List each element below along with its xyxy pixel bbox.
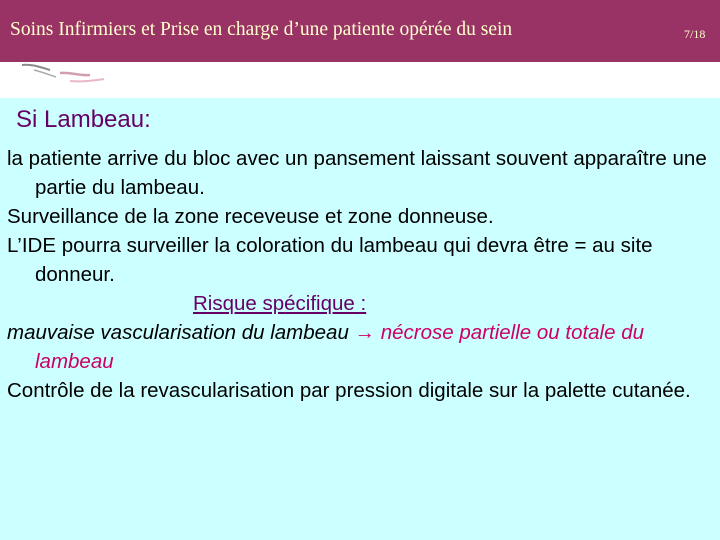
- paragraph-coloration: L’IDE pourra surveiller la coloration du lambeau qui devra être = au site donneur.: [7, 234, 653, 286]
- paragraph-pansement: la patiente arrive du bloc avec un pansement laissant souvent apparaître une partie du lambeau.: [7, 147, 707, 199]
- paragraph-risk: [7, 318, 717, 376]
- page-number: 7/18: [684, 27, 706, 41]
- risk-text: mauvaise vascularisation du lambeau: [7, 321, 355, 344]
- logo-swoosh-icon: [0, 62, 160, 98]
- risk-line: [7, 289, 717, 318]
- risk-label: Risque spécifique :: [193, 292, 367, 315]
- logo-image: [0, 62, 720, 98]
- section-heading: Si Lambeau:: [16, 106, 151, 133]
- necrosis-text: → nécrose partielle ou totale du lambeau: [35, 321, 645, 373]
- slide-header: [0, 0, 720, 62]
- slide-body: [7, 144, 717, 405]
- slide-title: Soins Infirmiers et Prise en charge d’une patiente opérée du sein: [10, 19, 513, 40]
- paragraph-surveillance: Surveillance de la zone receveuse et zone donneuse.: [7, 205, 494, 228]
- paragraph-controle: Contrôle de la revascularisation par pression digitale sur la palette cutanée.: [7, 379, 691, 402]
